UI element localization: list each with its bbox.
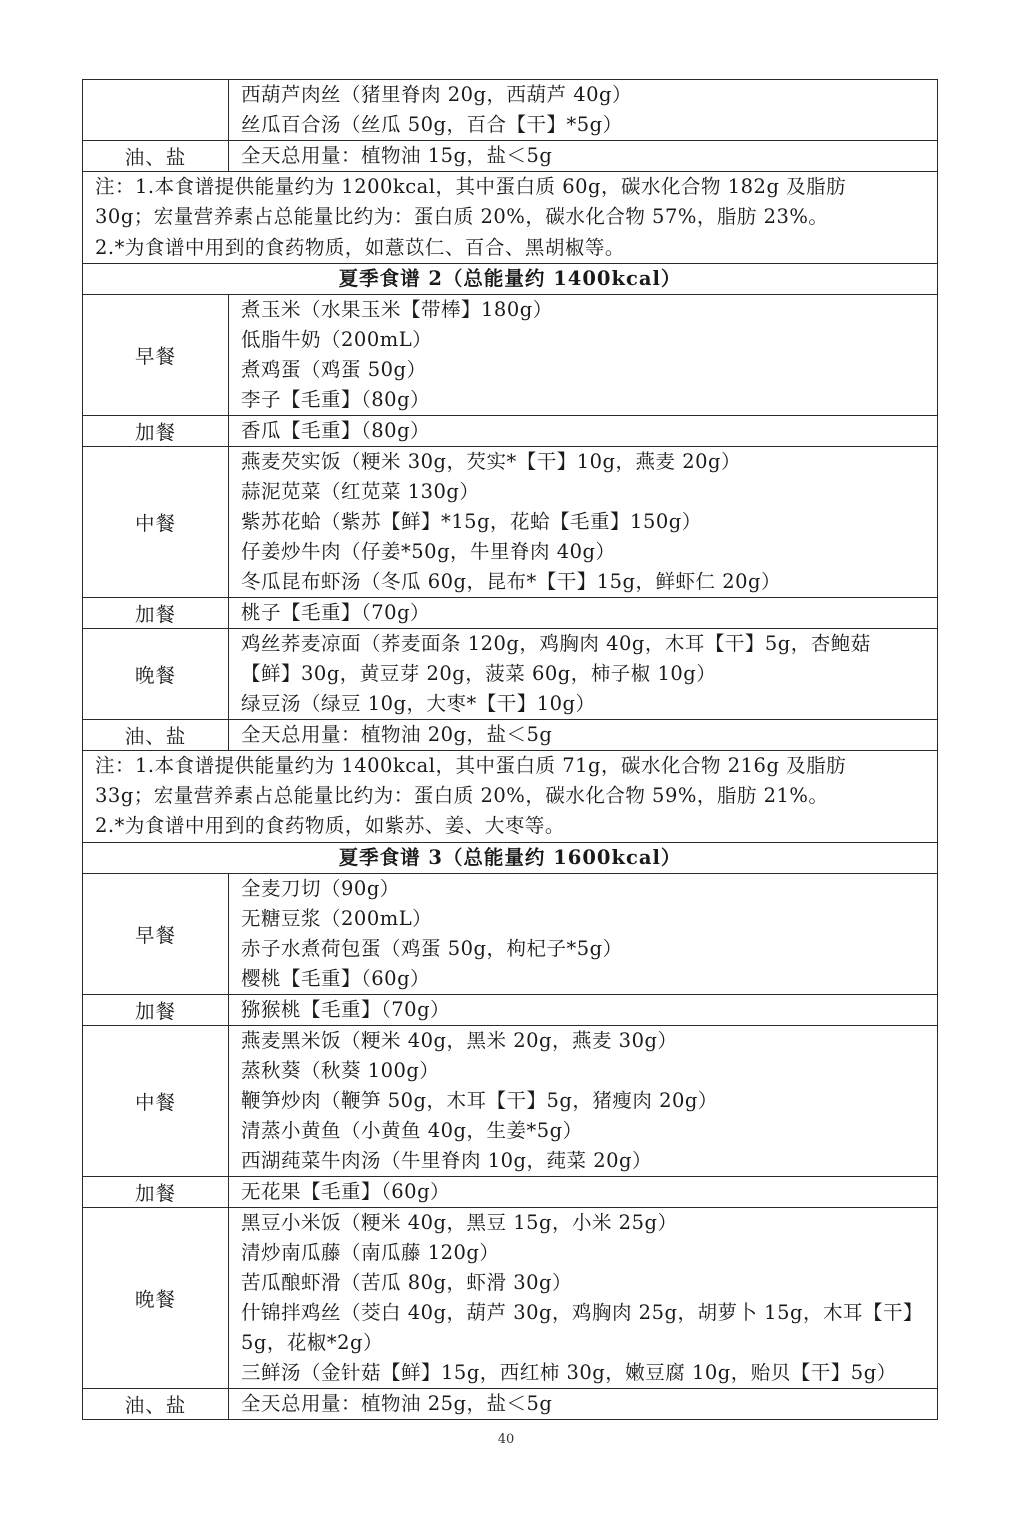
menu-item: 黑豆小米饭（粳米 40g，黑豆 15g，小米 25g） (241, 1210, 678, 1234)
note-line: 注：1.本食谱提供能量约为 1400kcal，其中蛋白质 71g，碳水化合物 216g 及脂肪 (95, 753, 847, 777)
menu-item: 无糖豆浆（200mL） (241, 906, 433, 930)
menu-item: 全天总用量：植物油 20g，盐＜5g (241, 722, 553, 746)
table-row (83, 1388, 938, 1419)
menu-item: 蒸秋葵（秋葵 100g） (241, 1058, 440, 1082)
menu-item: 清炒南瓜藤（南瓜藤 120g） (241, 1240, 500, 1264)
document-page (82, 79, 938, 1420)
meal-label: 加餐 (83, 597, 229, 628)
meal-label: 中餐 (83, 1025, 229, 1176)
menu-items-cell (229, 873, 938, 994)
menu-item: 香瓜【毛重】（80g） (241, 418, 431, 442)
table-row (83, 628, 938, 719)
menu-items-cell (229, 80, 938, 141)
note-line: 2.*为食谱中用到的食药物质，如薏苡仁、百合、黑胡椒等。 (95, 235, 625, 259)
menu-title: 夏季食谱 2（总能量约 1400kcal） (83, 263, 938, 294)
menu-item: 全天总用量：植物油 25g，盐＜5g (241, 1391, 553, 1415)
table-row (83, 141, 938, 172)
menu-item: 赤子水煮荷包蛋（鸡蛋 50g，枸杞子*5g） (241, 936, 623, 960)
menu-items-cell (229, 1025, 938, 1176)
menu-item: 仔姜炒牛肉（仔姜*50g，牛里脊肉 40g） (241, 539, 616, 563)
menu-item: 全麦刀切（90g） (241, 876, 400, 900)
table-row (83, 873, 938, 994)
menu-title: 夏季食谱 3（总能量约 1600kcal） (83, 842, 938, 873)
menu-items-cell (229, 628, 938, 719)
table-row (83, 994, 938, 1025)
table-row (83, 294, 938, 415)
meal-label: 中餐 (83, 446, 229, 597)
menu-item: 燕麦黑米饭（粳米 40g，黑米 20g，燕麦 30g） (241, 1028, 678, 1052)
menu-item: 冬瓜昆布虾汤（冬瓜 60g，昆布*【干】15g，鲜虾仁 20g） (241, 569, 782, 593)
table-row (83, 719, 938, 750)
meal-label-cell (83, 80, 229, 141)
menu-items-cell (229, 1176, 938, 1207)
menu-items-cell (229, 141, 938, 172)
menu-items-cell (229, 415, 938, 446)
note-cell (83, 172, 938, 264)
menu-items-cell (229, 1207, 938, 1388)
menu-item: 绿豆汤（绿豆 10g，大枣*【干】10g） (241, 691, 596, 715)
menu-item: 5g，花椒*2g） (241, 1330, 384, 1354)
menu-items-cell (229, 446, 938, 597)
menu-items-cell (229, 294, 938, 415)
menu-items-cell (229, 597, 938, 628)
meal-label: 加餐 (83, 1176, 229, 1207)
menu-item: 什锦拌鸡丝（茭白 40g，葫芦 30g，鸡胸肉 25g，胡萝卜 15g，木耳【干】 (241, 1300, 923, 1324)
note-line: 30g；宏量营养素占总能量比约为：蛋白质 20%，碳水化合物 57%，脂肪 23%。 (95, 205, 829, 229)
menu-items-cell (229, 1388, 938, 1419)
menu-item: 【鲜】30g，黄豆芽 20g，菠菜 60g，柿子椒 10g） (241, 661, 717, 685)
note-row (83, 750, 938, 842)
menu-item: 紫苏花蛤（紫苏【鲜】*15g，花蛤【毛重】150g） (241, 509, 702, 533)
menu-item: 苦瓜酿虾滑（苦瓜 80g，虾滑 30g） (241, 1270, 572, 1294)
table-row (83, 80, 938, 141)
menu-items-cell (229, 719, 938, 750)
menu-items-cell (229, 994, 938, 1025)
menu-item: 西湖莼菜牛肉汤（牛里脊肉 10g，莼菜 20g） (241, 1148, 652, 1172)
menu-item: 低脂牛奶（200mL） (241, 327, 433, 351)
menu-item: 鸡丝荞麦凉面（荞麦面条 120g，鸡胸肉 40g，木耳【干】5g，杏鲍菇 (241, 631, 871, 655)
note-line: 33g；宏量营养素占总能量比约为：蛋白质 20%，碳水化合物 59%，脂肪 21%。 (95, 784, 829, 808)
menu-item: 丝瓜百合汤（丝瓜 50g，百合【干】*5g） (241, 113, 623, 136)
menu-item: 鞭笋炒肉（鞭笋 50g，木耳【干】5g，猪瘦肉 20g） (241, 1088, 718, 1112)
table-row (83, 1025, 938, 1176)
menu-item: 猕猴桃【毛重】（70g） (241, 997, 451, 1021)
menu-item: 桃子【毛重】（70g） (241, 600, 431, 624)
menu-item: 燕麦芡实饭（粳米 30g，芡实*【干】10g，燕麦 20g） (241, 449, 742, 473)
table-row (83, 1207, 938, 1388)
menu-item: 李子【毛重】（80g） (241, 387, 431, 411)
menu-item: 煮玉米（水果玉米【带棒】180g） (241, 297, 553, 321)
meal-label: 晚餐 (83, 1207, 229, 1388)
note-row (83, 172, 938, 264)
menu-item: 樱桃【毛重】（60g） (241, 966, 431, 990)
meal-label: 早餐 (83, 294, 229, 415)
table-row (83, 1176, 938, 1207)
meal-label: 早餐 (83, 873, 229, 994)
menu-item: 全天总用量：植物油 15g，盐＜5g (241, 144, 553, 167)
menu-item: 清蒸小黄鱼（小黄鱼 40g，生姜*5g） (241, 1118, 583, 1142)
meal-label: 油、盐 (83, 141, 229, 172)
note-cell (83, 750, 938, 842)
meal-label: 油、盐 (83, 719, 229, 750)
section-title-row (83, 263, 938, 294)
meal-label: 加餐 (83, 415, 229, 446)
table-row (83, 415, 938, 446)
note-line: 注：1.本食谱提供能量约为 1200kcal，其中蛋白质 60g，碳水化合物 182g 及脂肪 (95, 175, 847, 198)
menu-item: 无花果【毛重】（60g） (241, 1179, 451, 1203)
menu-table (82, 79, 938, 1420)
table-row (83, 597, 938, 628)
note-line: 2.*为食谱中用到的食药物质，如紫苏、姜、大枣等。 (95, 814, 565, 838)
menu-item: 三鲜汤（金针菇【鲜】15g，西红柿 30g，嫩豆腐 10g，贻贝【干】5g） (241, 1360, 897, 1384)
meal-label: 晚餐 (83, 628, 229, 719)
meal-label: 油、盐 (83, 1388, 229, 1419)
meal-label: 加餐 (83, 994, 229, 1025)
table-row (83, 446, 938, 597)
menu-item: 煮鸡蛋（鸡蛋 50g） (241, 357, 427, 381)
menu-item: 蒜泥苋菜（红苋菜 130g） (241, 479, 480, 503)
menu-item: 西葫芦肉丝（猪里脊肉 20g，西葫芦 40g） (241, 83, 632, 106)
page-number: 40 (497, 1432, 515, 1447)
section-title-row (83, 842, 938, 873)
